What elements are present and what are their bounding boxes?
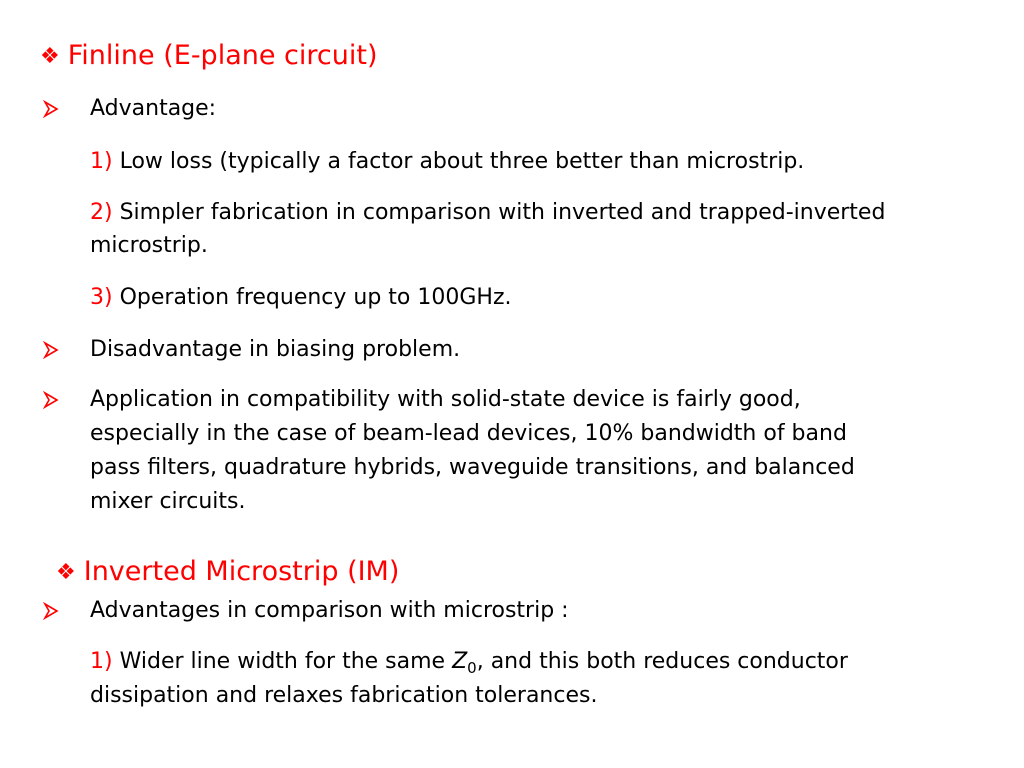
item-text-prefix: Wider line width for the same bbox=[119, 649, 453, 674]
item-number: 1) bbox=[90, 149, 113, 174]
advantage-item-2 bbox=[90, 196, 885, 230]
item-number: 2) bbox=[90, 200, 113, 225]
item-text: Low loss (typically a factor about three better than microstrip. bbox=[119, 149, 805, 174]
application-line-4: mixer circuits. bbox=[90, 489, 246, 514]
arrow-bullet-icon bbox=[42, 341, 60, 359]
diamond-bullet-icon: ❖ bbox=[40, 44, 60, 69]
advantage-item-1 bbox=[90, 145, 804, 179]
advantage-item-2-continued: microstrip. bbox=[90, 233, 208, 258]
arrow-bullet-icon bbox=[42, 391, 60, 409]
advantages-label: Advantages in comparison with microstrip : bbox=[90, 598, 569, 623]
application-line-3: pass filters, quadrature hybrids, waveguide transitions, and balanced bbox=[90, 455, 855, 480]
item-number: 1) bbox=[90, 649, 113, 674]
disadvantage-text: Disadvantage in biasing problem. bbox=[90, 337, 461, 362]
im-advantage-item-1-continued: dissipation and relaxes fabrication tolerances. bbox=[90, 683, 598, 708]
impedance-subscript: 0 bbox=[467, 659, 477, 677]
section2-title: Inverted Microstrip (IM) bbox=[83, 556, 400, 587]
arrow-bullet-icon bbox=[42, 602, 60, 620]
advantage-item-3 bbox=[90, 281, 512, 315]
item-text: Operation frequency up to 100GHz. bbox=[119, 285, 512, 310]
application-line-1: Application in compatibility with solid-state device is fairly good, bbox=[90, 387, 801, 412]
section1-title: Finline (E-plane circuit) bbox=[67, 40, 378, 71]
item-text-suffix: , and this both reduces conductor bbox=[476, 649, 848, 674]
advantage-label: Advantage: bbox=[90, 96, 217, 121]
section2-heading bbox=[56, 556, 399, 589]
item-number: 3) bbox=[90, 285, 113, 310]
application-line-2: especially in the case of beam-lead devices, 10% bandwidth of band bbox=[90, 421, 847, 446]
item-text: Simpler fabrication in comparison with inverted and trapped-inverted bbox=[119, 200, 886, 225]
section1-heading bbox=[40, 40, 377, 73]
impedance-symbol: Z bbox=[452, 649, 468, 674]
arrow-bullet-icon bbox=[42, 100, 60, 118]
diamond-bullet-icon: ❖ bbox=[56, 560, 76, 585]
